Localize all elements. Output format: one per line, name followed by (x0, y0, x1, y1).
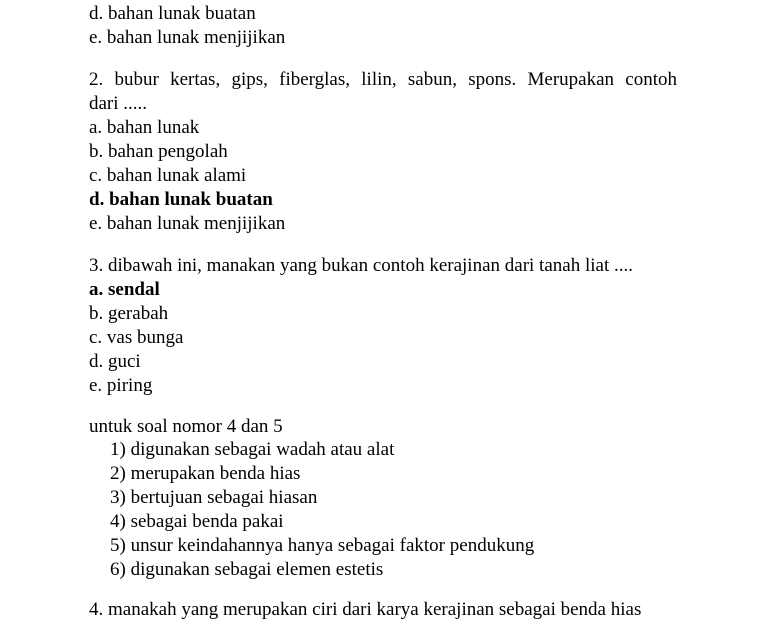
q3-option-a-answer: a. sendal (89, 279, 160, 300)
q1-option-d: d. bahan lunak buatan (89, 3, 256, 24)
context-item-1: 1) digunakan sebagai wadah atau alat (110, 439, 395, 460)
q2-option-a: a. bahan lunak (89, 117, 200, 138)
context-item-4: 4) sebagai benda pakai (110, 511, 284, 532)
q3-option-e: e. piring (89, 375, 153, 396)
q3-option-b: b. gerabah (89, 303, 169, 324)
q2-question-line2: dari ..... (89, 93, 148, 114)
q3-option-d: d. guci (89, 351, 141, 372)
q3-option-c: c. vas bunga (89, 327, 184, 348)
q2-option-d-answer: d. bahan lunak buatan (89, 189, 273, 210)
q2-option-e: e. bahan lunak menjijikan (89, 213, 286, 234)
context-item-5: 5) unsur keindahannya hanya sebagai faktor pendukung (110, 535, 535, 556)
q3-question: 3. dibawah ini, manakan yang bukan contoh kerajinan dari tanah liat .... (89, 255, 633, 276)
q2-option-c: c. bahan lunak alami (89, 165, 247, 186)
q2-option-b: b. bahan pengolah (89, 141, 228, 162)
q4-question: 4. manakah yang merupakan ciri dari karya kerajinan sebagai benda hias (89, 599, 642, 620)
q2-question-line1: 2. bubur kertas, gips, fiberglas, lilin, sabun, spons. Merupakan contoh (89, 69, 677, 90)
q1-option-e: e. bahan lunak menjijikan (89, 27, 286, 48)
context-intro: untuk soal nomor 4 dan 5 (89, 416, 283, 437)
context-item-2: 2) merupakan benda hias (110, 463, 301, 484)
context-item-6: 6) digunakan sebagai elemen estetis (110, 559, 384, 580)
context-item-3: 3) bertujuan sebagai hiasan (110, 487, 318, 508)
